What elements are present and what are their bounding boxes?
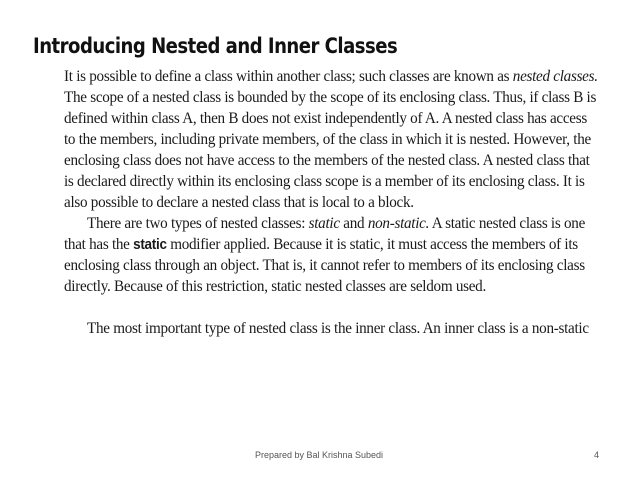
excerpt-line-1 (64, 66, 598, 86)
excerpt-line-9 (64, 234, 578, 255)
excerpt-text: and (339, 213, 368, 232)
excerpt-line-12-cut (87, 318, 589, 337)
excerpt-line-6: is declared directly within its enclosing class scope is a member of its enclosing class. It is (64, 171, 585, 190)
page-number: 4 (594, 450, 600, 460)
excerpt-text: There are two types of nested classes: (87, 213, 309, 232)
excerpt-text: A static nested class is one (429, 213, 586, 232)
excerpt-line-5: enclosing class does not have access to the members of the nested class. A nested class that (64, 150, 590, 169)
excerpt-line-3: defined within class A, then B does not exist independently of A. A nested class has access (64, 108, 587, 127)
excerpt-line-2: The scope of a nested class is bounded by the scope of its enclosing class. Thus, if class B is (64, 87, 597, 106)
slide-footer: Prepared by Bal Krishna Subedi (254, 450, 384, 460)
excerpt-line-7: also possible to declare a nested class that is local to a block. (64, 192, 414, 211)
excerpt-text: that has the (64, 234, 134, 253)
excerpt-text: It is possible to define a class within another class; such classes are known as (64, 66, 513, 85)
book-excerpt (64, 66, 598, 337)
excerpt-keyword: static (133, 237, 167, 253)
excerpt-text: The most important type of nested class is the inner class. An inner class is a non-static (87, 318, 589, 337)
excerpt-line-10: enclosing class through an object. That is, it cannot refer to members of its enclosing class (64, 255, 585, 274)
excerpt-line-4: to the members, including private members, of the class in which it is nested. However, the (64, 129, 591, 148)
excerpt-italic: nested classes. (512, 66, 598, 85)
excerpt-text: modifier applied. Because it is static, it must access the members of its (166, 234, 578, 253)
slide-title: Introducing Nested and Inner Classes (33, 34, 398, 58)
excerpt-italic: non-static. (367, 213, 430, 232)
excerpt-line-8 (87, 213, 585, 233)
excerpt-line-11: directly. Because of this restriction, static nested classes are seldom used. (64, 276, 486, 295)
excerpt-italic: static (308, 213, 340, 232)
